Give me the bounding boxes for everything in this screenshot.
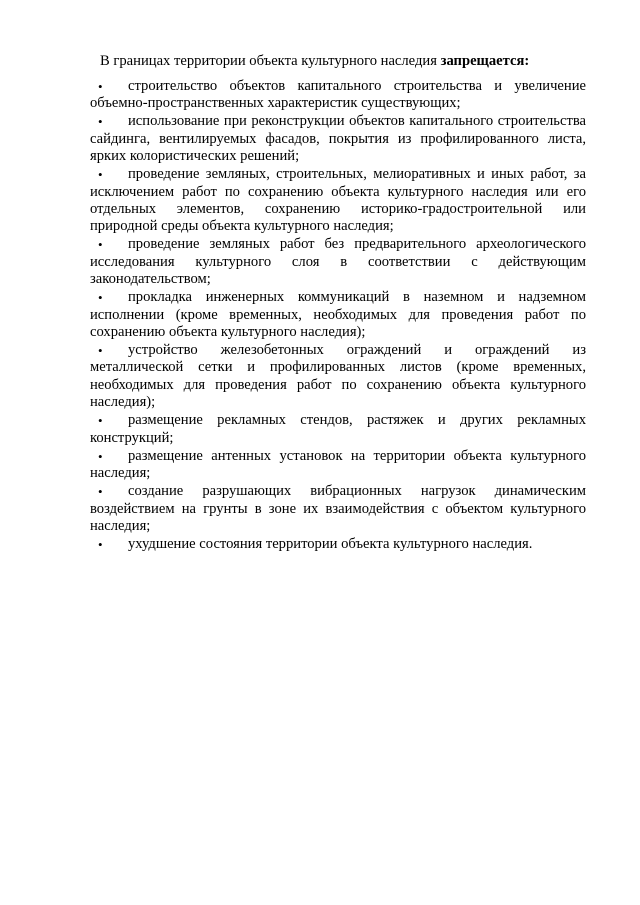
list-item-text: проведение земляных работ без предварительного археологического исследования культурного слоя в соответствии с действующим законодательством; xyxy=(90,236,586,288)
bullet-icon: • xyxy=(98,114,103,130)
intro-emphasis: запрещается: xyxy=(440,53,530,69)
bullet-icon: • xyxy=(98,448,103,464)
list-item xyxy=(90,448,586,483)
list-item xyxy=(90,78,586,113)
list-item-text: ухудшение состояния территории объекта культурного наследия. xyxy=(128,535,533,552)
list-item xyxy=(90,342,586,412)
bullet-icon: • xyxy=(98,237,103,253)
list-item-text: размещение рекламных стендов, растяжек и других рекламных конструкций; xyxy=(90,412,586,446)
list-item xyxy=(90,412,586,447)
list-item-text: проведение земляных, строительных, мелиоративных и иных работ, за исключением работ по сохранению объекта культурного наследия или его отдельных элементов, сохранению историко-градостроительной или природной среды объекта культурного наследия; xyxy=(90,166,586,235)
list-item-text: строительство объектов капитального строительства и увеличение объемно-пространственных характеристик существующих; xyxy=(90,78,586,112)
bullet-icon: • xyxy=(98,536,103,552)
bullet-icon: • xyxy=(98,413,103,429)
list-item xyxy=(90,483,586,535)
list-item-text: создание разрушающих вибрационных нагрузок динамическим воздействием на грунты в зоне их взаимодействия с объектом культурного наследия; xyxy=(90,483,586,534)
list-item xyxy=(90,113,586,165)
list-item-text: прокладка инженерных коммуникаций в наземном и надземном исполнении (кроме временных, необходимых для проведения работ по сохранению объекта культурного наследия); xyxy=(90,289,586,341)
bullet-icon: • xyxy=(98,343,103,359)
bullet-icon: • xyxy=(98,167,103,183)
list-item-text: размещение антенных установок на территории объекта культурного наследия; xyxy=(90,447,586,482)
document-page xyxy=(90,52,586,554)
bullet-icon: • xyxy=(98,290,103,306)
list-item-text: использование при реконструкции объектов капитального строительства сайдинга, вентилируемых фасадов, покрытия из профилированного листа, ярких колористических решений; xyxy=(90,113,586,165)
list-item xyxy=(90,536,586,553)
intro-paragraph xyxy=(90,52,586,70)
list-item xyxy=(90,289,586,341)
list-item-text: устройство железобетонных ограждений и ограждений из металлической сетки и профилированных листов (кроме временных, необходимых для проведения работ по сохранению объекта культурного наследия); xyxy=(90,342,586,411)
intro-text: В границах территории объекта культурного наследия xyxy=(100,53,441,69)
list-item xyxy=(90,236,586,288)
bullet-icon: • xyxy=(98,484,103,500)
prohibitions-list xyxy=(90,78,586,553)
list-item xyxy=(90,166,586,236)
bullet-icon: • xyxy=(98,79,103,94)
